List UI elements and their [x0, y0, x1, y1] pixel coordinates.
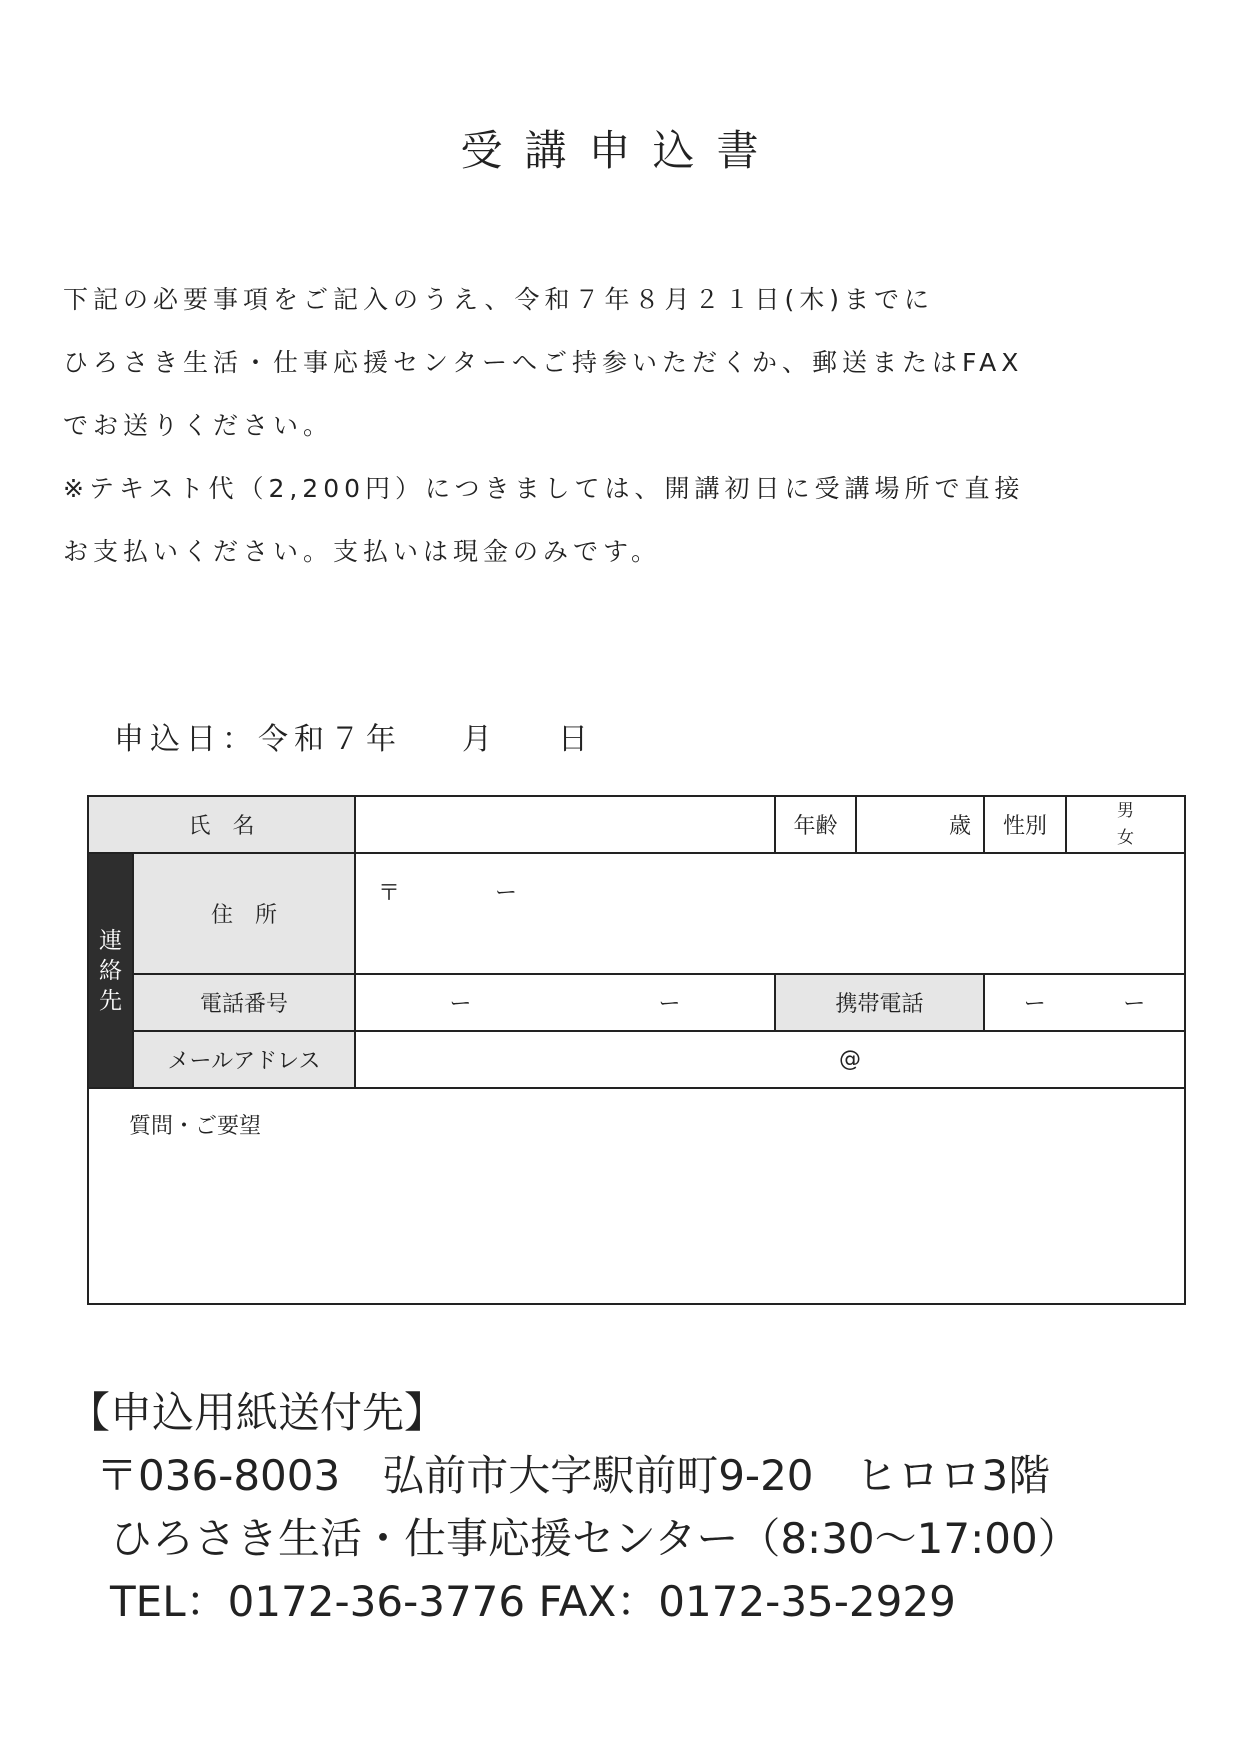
gender-field[interactable]	[1066, 796, 1185, 853]
questions-label: 質問・ご要望	[129, 1114, 262, 1139]
questions-field[interactable]	[88, 1088, 1185, 1304]
age-label: 年齢	[775, 796, 856, 853]
name-label: 氏 名	[88, 796, 355, 853]
intro-line-3: でお送りください。	[63, 411, 334, 440]
intro-line-5: お支払いください。支払いは現金のみです。	[63, 537, 662, 566]
contact-heading: 【申込用紙送付先】	[68, 1388, 447, 1437]
phone-field[interactable]	[355, 974, 775, 1031]
phone-dash-2: ー	[658, 992, 681, 1017]
address-label: 住 所	[133, 853, 355, 974]
application-date-month: 月	[462, 722, 498, 757]
phone-dash-1: ー	[449, 992, 472, 1017]
application-date-label: 申込日：令和７年	[114, 722, 402, 757]
application-date	[114, 714, 594, 758]
contact-label-text: 連絡先	[99, 927, 122, 1014]
phone-label: 電話番号	[133, 974, 355, 1031]
mobile-dash-2: ー	[1123, 992, 1146, 1017]
age-unit: 歳	[949, 814, 972, 839]
name-field[interactable]	[355, 796, 775, 853]
age-field[interactable]	[856, 796, 984, 853]
postal-mark: 〒	[378, 881, 401, 906]
address-field[interactable]	[355, 853, 1185, 974]
gender-female-option[interactable]: 女	[1117, 827, 1135, 848]
contact-address: 〒036-8003 弘前市大字駅前町9-20 ヒロロ3階	[96, 1451, 1051, 1500]
contact-tel-fax: TEL：0172-36-3776 FAX：0172-35-2929	[110, 1577, 956, 1626]
intro-line-1: 下記の必要事項をご記入のうえ、令和７年８月２１日(木)までに	[63, 285, 935, 314]
email-label: メールアドレス	[133, 1031, 355, 1088]
contact-section-label	[88, 853, 133, 1088]
postal-dash: ー	[495, 881, 518, 906]
email-field[interactable]	[355, 1031, 1185, 1088]
mobile-label: 携帯電話	[775, 974, 984, 1031]
application-date-day: 日	[558, 722, 594, 757]
gender-label: 性別	[984, 796, 1066, 853]
intro-line-4: ※テキスト代（2,200円）につきましては、開講初日に受講場所で直接	[63, 474, 1025, 503]
mobile-dash-1: ー	[1023, 992, 1046, 1017]
email-at-mark: @	[839, 1047, 862, 1072]
contact-organization: ひろさき生活・仕事応援センター（8:30～17:00）	[110, 1514, 1080, 1563]
gender-male-option[interactable]: 男	[1117, 800, 1135, 821]
page-title: 受講申込書	[460, 126, 781, 175]
intro-line-2: ひろさき生活・仕事応援センターへご持参いただくか、郵送またはFAX	[63, 348, 1024, 377]
application-form	[87, 795, 1186, 1305]
mobile-field[interactable]	[984, 974, 1185, 1031]
